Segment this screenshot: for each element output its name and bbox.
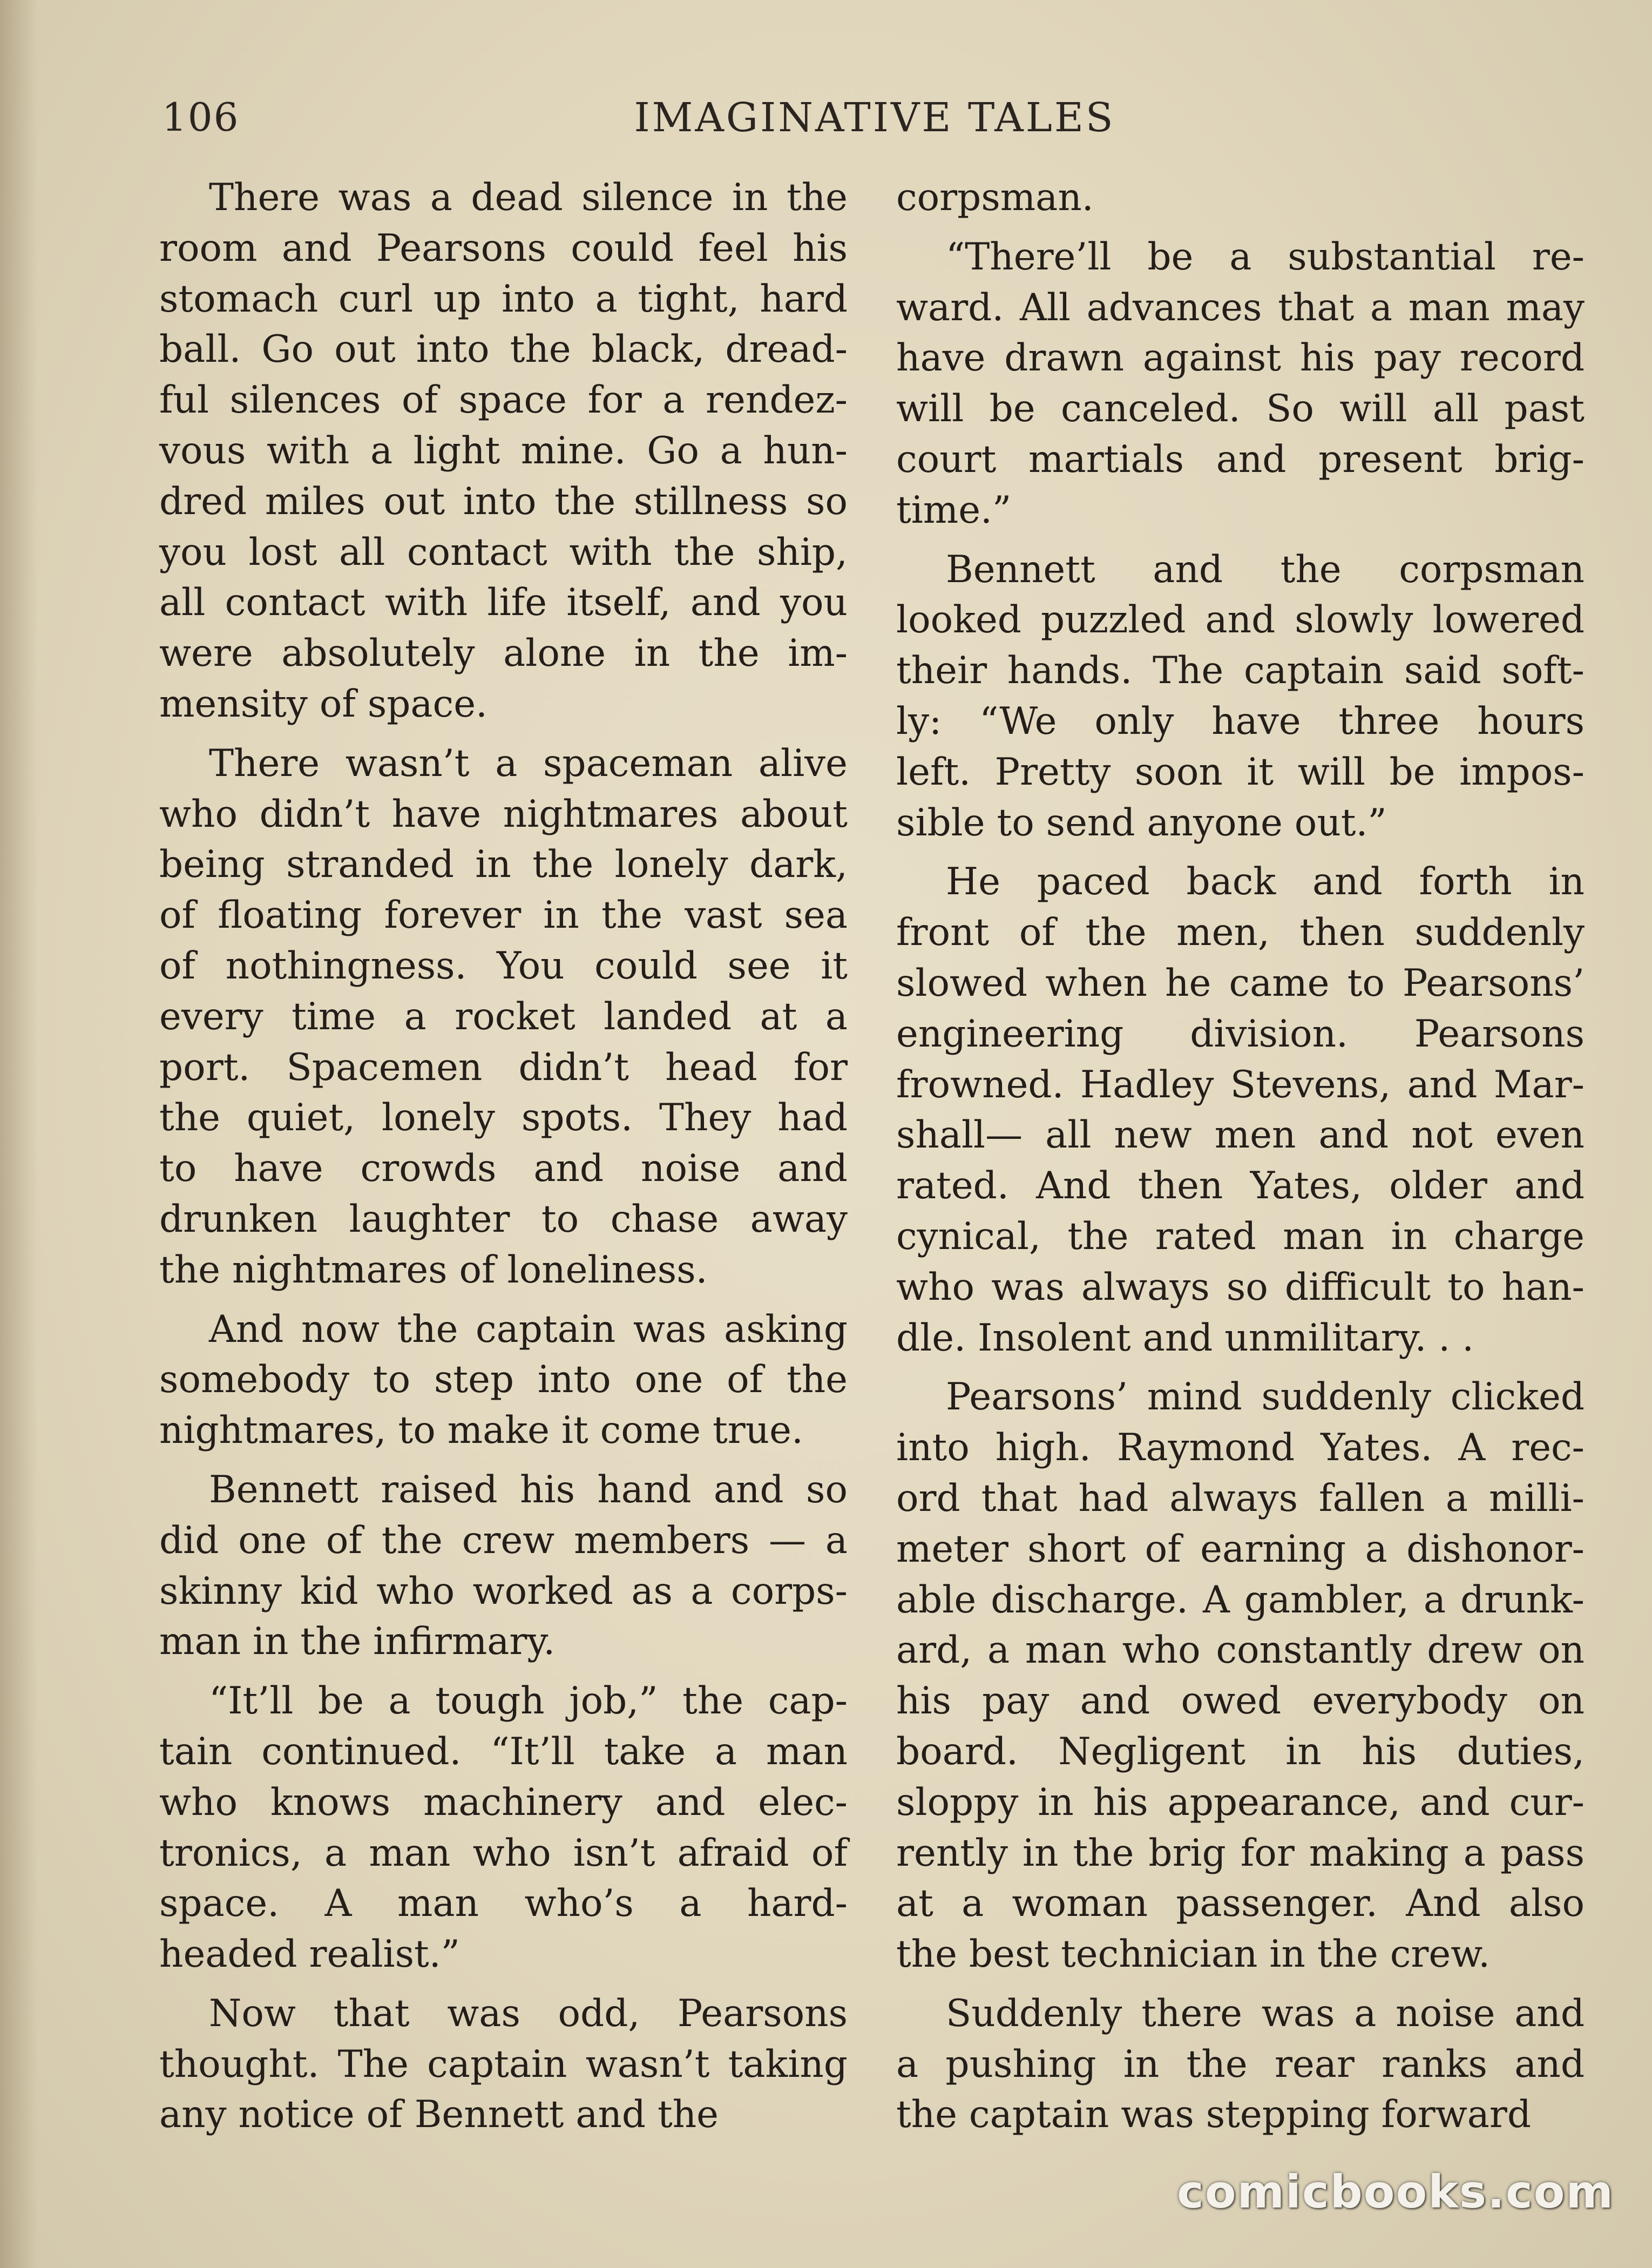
text-line: There wasn’t a spaceman alive (209, 741, 848, 785)
text-line: who knows machinery and elec- (159, 1780, 848, 1824)
text-line: ward. All advances that a man may (896, 286, 1585, 329)
text-line: Pearsons’ mind suddenly clicked (946, 1375, 1585, 1419)
text-line: court martials and present brig- (896, 437, 1585, 481)
text-line: Bennett and the corpsman (946, 548, 1585, 591)
text-line: front of the men, then suddenly (896, 911, 1585, 955)
paragraph (896, 1989, 1585, 2141)
text-line: nightmares, to make it come true. (159, 1409, 803, 1453)
text-line: There was a dead silence in the (209, 176, 848, 219)
paragraph (896, 173, 1585, 224)
text-line: shall— all new men and not even (896, 1113, 1585, 1157)
text-line: drunken laughter to chase away (159, 1197, 848, 1241)
text-line: room and Pearsons could feel his (159, 226, 848, 270)
text-line: ly: “We only have three hours (896, 699, 1585, 743)
page-number: 106 (162, 94, 240, 140)
text-line: sloppy in his appearance, and cur- (896, 1780, 1585, 1824)
text-line: “It’ll be a tough job,” the cap- (209, 1679, 848, 1723)
running-title: IMAGINATIVE TALES (634, 94, 1115, 141)
text-line: rently in the brig for making a pass (896, 1831, 1585, 1875)
text-line: any notice of Bennett and the (159, 2093, 719, 2137)
spine-shadow (0, 0, 38, 2268)
text-line: skinny kid who worked as a corps- (159, 1569, 848, 1613)
text-line: frowned. Hadley Stevens, and Mar- (896, 1063, 1585, 1106)
text-line: rated. And then Yates, older and (896, 1164, 1585, 1208)
text-columns (159, 173, 1585, 2160)
text-line: Suddenly there was a noise and (946, 1992, 1585, 2035)
text-line: the quiet, lonely spots. They had (159, 1096, 848, 1140)
paragraph (896, 1372, 1585, 1980)
text-line: port. Spacemen didn’t head for (159, 1045, 848, 1089)
text-line: cynical, the rated man in charge (896, 1214, 1585, 1258)
text-line: have drawn against his pay record (896, 336, 1585, 380)
text-line: ard, a man who constantly drew on (896, 1629, 1585, 1672)
text-line: their hands. The captain said soft- (896, 649, 1585, 693)
text-line: looked puzzled and slowly lowered (896, 598, 1585, 642)
watermark: comicbooks.com (1177, 2165, 1614, 2218)
text-line: Now that was odd, Pearsons (209, 1992, 848, 2035)
text-line: who was always so difficult to han- (896, 1265, 1585, 1309)
text-line: corpsman. (896, 176, 1094, 219)
text-line: And now the captain was asking (209, 1307, 848, 1351)
text-line: ord that had always fallen a milli- (896, 1476, 1585, 1520)
text-line: stomach curl up into a tight, hard (159, 277, 848, 321)
text-line: man in the infirmary. (159, 1620, 556, 1664)
paragraph (159, 173, 848, 730)
text-line: were absolutely alone in the im- (159, 632, 848, 676)
text-line: board. Negligent in his duties, (896, 1730, 1585, 1773)
paragraph (896, 545, 1585, 849)
text-line: tain continued. “It’ll take a man (159, 1730, 848, 1773)
text-line: of nothingness. You could see it (159, 944, 848, 988)
text-line: meter short of earning a dishonor- (896, 1527, 1585, 1571)
text-line: ball. Go out into the black, dread- (159, 328, 848, 372)
paragraph (159, 1465, 848, 1668)
text-line: his pay and owed everybody on (896, 1679, 1585, 1723)
text-line: left. Pretty soon it will be impos- (896, 750, 1585, 794)
text-line: engineering division. Pearsons (896, 1012, 1585, 1056)
text-line: able discharge. A gambler, a drunk- (896, 1578, 1585, 1622)
text-line: Bennett raised his hand and so (209, 1468, 848, 1511)
paragraph (159, 1989, 848, 2141)
text-line: into high. Raymond Yates. A rec- (896, 1426, 1585, 1470)
text-line: of floating forever in the vast sea (159, 894, 848, 937)
text-line: dred miles out into the stillness so (159, 480, 848, 523)
text-line: dle. Insolent and unmilitary. . . (896, 1316, 1474, 1360)
paragraph (896, 232, 1585, 536)
paragraph (159, 1305, 848, 1456)
text-line: the best technician in the crew. (896, 1933, 1491, 1976)
text-line: time.” (896, 488, 1012, 532)
text-line: all contact with life itself, and you (159, 581, 848, 625)
text-line: mensity of space. (159, 682, 488, 726)
text-line: being stranded in the lonely dark, (159, 843, 848, 887)
text-line: to have crowds and noise and (159, 1147, 848, 1191)
right-column (896, 173, 1585, 2149)
text-line: sible to send anyone out.” (896, 801, 1387, 845)
paragraph (159, 1676, 848, 1980)
text-line: you lost all contact with the ship, (159, 530, 848, 574)
text-line: the nightmares of loneliness. (159, 1248, 708, 1292)
text-line: thought. The captain wasn’t taking (159, 2042, 848, 2086)
text-line: tronics, a man who isn’t afraid of (159, 1831, 848, 1875)
text-line: who didn’t have nightmares about (159, 792, 848, 836)
paragraph (896, 857, 1585, 1364)
text-line: vous with a light mine. Go a hun- (159, 429, 848, 473)
text-line: ful silences of space for a rendez- (159, 379, 848, 422)
text-line: He paced back and forth in (946, 860, 1585, 904)
text-line: the captain was stepping forward (896, 2093, 1532, 2137)
paragraph (159, 739, 848, 1296)
page-header (162, 94, 1587, 154)
text-line: did one of the crew members — a (159, 1518, 848, 1562)
text-line: at a woman passenger. And also (896, 1882, 1585, 1926)
left-column (159, 173, 848, 2149)
text-line: a pushing in the rear ranks and (896, 2042, 1585, 2086)
text-line: space. A man who’s a hard- (159, 1882, 848, 1926)
text-line: “There’ll be a substantial re- (946, 235, 1585, 279)
text-line: headed realist.” (159, 1933, 460, 1976)
text-line: slowed when he came to Pearsons’ (896, 961, 1585, 1005)
text-line: every time a rocket landed at a (159, 995, 848, 1038)
text-line: somebody to step into one of the (159, 1358, 848, 1402)
text-line: will be canceled. So will all past (896, 387, 1585, 431)
